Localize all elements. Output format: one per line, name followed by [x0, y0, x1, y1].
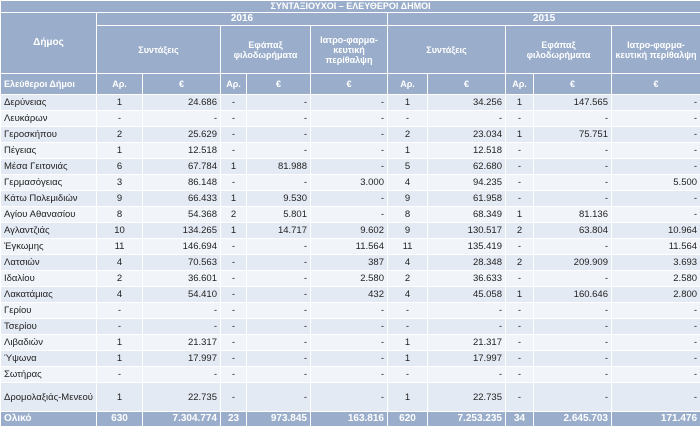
table-row [1, 111, 700, 127]
table-cell: 130.517 [428, 223, 506, 239]
total-cell: 34 [506, 412, 534, 427]
table-cell: - [221, 351, 247, 367]
table-cell: - [428, 111, 506, 127]
table-cell: 21.317 [143, 335, 221, 351]
total-cell: 163.816 [311, 412, 388, 427]
table-cell: 1 [506, 207, 534, 223]
table-cell: 2 [97, 271, 143, 287]
table-cell: - [311, 127, 388, 143]
total-cell: 7.304.774 [143, 412, 221, 427]
table-cell: - [506, 383, 534, 412]
table-row [1, 223, 700, 239]
municipality-name: Λακατάμιας [1, 287, 97, 303]
table-cell: - [97, 367, 143, 383]
table-row [1, 95, 700, 111]
table-cell: 28.348 [428, 255, 506, 271]
table-cell: 9 [97, 191, 143, 207]
total-label: Ολικό [1, 412, 97, 427]
table-cell: - [428, 367, 506, 383]
euro-header: € [428, 74, 506, 95]
table-cell: - [506, 303, 534, 319]
table-cell: 86.148 [143, 175, 221, 191]
table-cell: - [247, 175, 311, 191]
table-cell: - [612, 367, 700, 383]
table-row [1, 319, 700, 335]
table-cell: 12.518 [428, 143, 506, 159]
table-cell: 10.964 [612, 223, 700, 239]
table-cell: 11 [97, 239, 143, 255]
table-row [1, 303, 700, 319]
table-cell: 9.530 [247, 191, 311, 207]
table-cell: - [534, 175, 612, 191]
table-cell: 4 [97, 255, 143, 271]
table-cell: 68.349 [428, 207, 506, 223]
table-cell: 1 [388, 383, 428, 412]
year-2016-header: 2016 [97, 13, 388, 26]
table-cell: 160.646 [534, 287, 612, 303]
municipality-name: Τσερίου [1, 319, 97, 335]
table-cell: 3.693 [612, 255, 700, 271]
count-header: Αρ. [97, 74, 143, 95]
table-cell: - [506, 367, 534, 383]
table-cell: 66.433 [143, 191, 221, 207]
table-cell: 1 [388, 95, 428, 111]
euro-header: € [311, 74, 388, 95]
table-cell: 8 [388, 207, 428, 223]
table-cell: 5.801 [247, 207, 311, 223]
table-cell: - [221, 239, 247, 255]
euro-header: € [143, 74, 221, 95]
table-cell: - [311, 111, 388, 127]
table-cell: - [506, 319, 534, 335]
table-cell: 135.419 [428, 239, 506, 255]
table-cell: 146.694 [143, 239, 221, 255]
table-cell: 2 [221, 207, 247, 223]
table-cell: 2.580 [612, 271, 700, 287]
table-cell: 54.368 [143, 207, 221, 223]
table-cell: - [221, 255, 247, 271]
table-cell: - [97, 111, 143, 127]
table-cell: - [612, 95, 700, 111]
table-cell: - [506, 159, 534, 175]
table-cell: 432 [311, 287, 388, 303]
table-cell: - [221, 175, 247, 191]
euro-header: € [247, 74, 311, 95]
table-cell: 2 [506, 255, 534, 271]
table-cell: 3 [97, 175, 143, 191]
table-cell: - [247, 303, 311, 319]
table-cell: - [311, 383, 388, 412]
table-cell: - [534, 271, 612, 287]
table-row [1, 271, 700, 287]
table-cell: - [143, 303, 221, 319]
municipality-name: Γερμασόγειας [1, 175, 97, 191]
table-cell: 24.686 [143, 95, 221, 111]
table-cell: - [247, 239, 311, 255]
table-cell: - [534, 383, 612, 412]
table-cell: 17.997 [428, 351, 506, 367]
table-cell: - [247, 111, 311, 127]
table-cell: 9.602 [311, 223, 388, 239]
table-cell: 1 [221, 159, 247, 175]
lumpsum-header-2015: Εφάπαξ φιλοδωρήματα [506, 26, 612, 74]
table-cell: 12.518 [143, 143, 221, 159]
table-cell: - [506, 351, 534, 367]
table-cell: - [221, 287, 247, 303]
table-cell: 1 [221, 191, 247, 207]
municipality-name: Δρομολαξιάς-Μενεού [1, 383, 97, 412]
table-cell: 1 [506, 287, 534, 303]
table-cell: - [506, 143, 534, 159]
table-cell: - [612, 207, 700, 223]
table-cell: - [247, 143, 311, 159]
table-cell: 1 [97, 95, 143, 111]
table-cell: - [506, 335, 534, 351]
table-cell: 209.909 [534, 255, 612, 271]
pensions-header-2016: Συντάξεις [97, 26, 221, 74]
table-cell: 5.500 [612, 175, 700, 191]
year-header-row [1, 13, 700, 26]
table-cell: 17.997 [143, 351, 221, 367]
table-cell: - [534, 303, 612, 319]
table-cell: - [247, 271, 311, 287]
table-cell: 1 [221, 223, 247, 239]
table-cell: 70.563 [143, 255, 221, 271]
total-cell: 630 [97, 412, 143, 427]
table-cell: - [612, 319, 700, 335]
table-cell: 45.058 [428, 287, 506, 303]
table-cell: 21.317 [428, 335, 506, 351]
table-cell: - [97, 303, 143, 319]
table-cell: - [221, 143, 247, 159]
table-cell: - [612, 335, 700, 351]
table-cell: - [143, 319, 221, 335]
table-cell: - [143, 111, 221, 127]
municipality-name: Λευκάρων [1, 111, 97, 127]
table-cell: 1 [388, 335, 428, 351]
euro-header: € [534, 74, 612, 95]
table-cell: 1 [388, 143, 428, 159]
table-cell: 25.629 [143, 127, 221, 143]
table-cell: - [612, 351, 700, 367]
total-row [1, 412, 700, 427]
table-row [1, 159, 700, 175]
table-cell: 81.988 [247, 159, 311, 175]
municipality-name: Λιβαδιών [1, 335, 97, 351]
table-row [1, 287, 700, 303]
table-cell: 61.958 [428, 191, 506, 207]
municipality-name: Γερίου [1, 303, 97, 319]
table-cell: - [612, 383, 700, 412]
table-cell: 67.784 [143, 159, 221, 175]
table-cell: - [534, 351, 612, 367]
table-cell: 4 [388, 287, 428, 303]
table-cell: - [534, 319, 612, 335]
table-row [1, 127, 700, 143]
table-cell: - [612, 111, 700, 127]
medical-header-2016: Ιατρο-φαρμα-κευτική περίθαλψη [311, 26, 388, 74]
table-cell: 387 [311, 255, 388, 271]
table-cell: - [247, 383, 311, 412]
table-cell: 2 [506, 223, 534, 239]
table-cell: - [311, 335, 388, 351]
municipality-name: Λατσιών [1, 255, 97, 271]
table-cell: - [221, 367, 247, 383]
municipality-name: Σωτήρας [1, 367, 97, 383]
total-cell: 171.476 [612, 412, 700, 427]
table-cell: 34.256 [428, 95, 506, 111]
table-cell: 14.717 [247, 223, 311, 239]
count-header: Αρ. [388, 74, 428, 95]
table-cell: 9 [388, 223, 428, 239]
table-cell: 36.633 [428, 271, 506, 287]
table-cell: - [612, 159, 700, 175]
table-row [1, 191, 700, 207]
table-cell: - [311, 191, 388, 207]
table-row [1, 239, 700, 255]
unit-header-row [1, 74, 700, 95]
table-cell: - [612, 143, 700, 159]
table-cell: - [388, 111, 428, 127]
table-cell: - [143, 367, 221, 383]
table-cell: - [247, 351, 311, 367]
table-cell: - [612, 191, 700, 207]
total-cell: 7.253.235 [428, 412, 506, 427]
municipality-name: Έγκωμης [1, 239, 97, 255]
total-cell: 620 [388, 412, 428, 427]
table-cell: 22.735 [428, 383, 506, 412]
table-cell: - [221, 271, 247, 287]
table-cell: 6 [97, 159, 143, 175]
total-cell: 973.845 [247, 412, 311, 427]
table-cell: 4 [388, 175, 428, 191]
table-cell: 36.601 [143, 271, 221, 287]
table-cell: - [221, 127, 247, 143]
table-cell: - [221, 335, 247, 351]
table-cell: 2 [97, 127, 143, 143]
table-cell: - [612, 127, 700, 143]
table-cell: - [506, 191, 534, 207]
table-cell: - [221, 383, 247, 412]
table-cell: 10 [97, 223, 143, 239]
table-cell: 9 [388, 191, 428, 207]
table-cell: 1 [97, 351, 143, 367]
table-cell: 147.565 [534, 95, 612, 111]
table-cell: 81.136 [534, 207, 612, 223]
table-cell: - [247, 127, 311, 143]
table-cell: 63.804 [534, 223, 612, 239]
table-row [1, 207, 700, 223]
table-title: ΣΥΝΤΑΞΙΟΥΧΟΙ – ΕΛΕΥΘΕΡΟΙ ΔΗΜΟΙ [1, 1, 700, 13]
table-cell: - [311, 319, 388, 335]
table-cell: - [221, 303, 247, 319]
table-cell: - [311, 303, 388, 319]
table-cell: 11.564 [311, 239, 388, 255]
table-cell: - [388, 367, 428, 383]
table-cell: - [311, 95, 388, 111]
table-cell: 1 [97, 143, 143, 159]
table-cell: - [534, 159, 612, 175]
table-cell: 11.564 [612, 239, 700, 255]
table-cell: - [311, 367, 388, 383]
table-row [1, 383, 700, 412]
municipality-name: Δερύνειας [1, 95, 97, 111]
table-cell: - [534, 111, 612, 127]
table-cell: 1 [388, 351, 428, 367]
municipality-name: Ιδαλίου [1, 271, 97, 287]
municipality-header: Δήμος [1, 13, 97, 74]
table-cell: 54.410 [143, 287, 221, 303]
table-cell: - [311, 143, 388, 159]
table-cell: - [428, 303, 506, 319]
table-cell: 11 [388, 239, 428, 255]
table-cell: 75.751 [534, 127, 612, 143]
table-cell: - [247, 255, 311, 271]
table-cell: 2.800 [612, 287, 700, 303]
table-cell: 8 [97, 207, 143, 223]
table-row [1, 367, 700, 383]
medical-header-2015: Ιατρο-φαρμα-κευτική περίθαλψη [612, 26, 700, 74]
table-cell: - [534, 335, 612, 351]
table-cell: - [221, 95, 247, 111]
table-cell: 94.235 [428, 175, 506, 191]
table-cell: - [534, 143, 612, 159]
table-cell: - [506, 111, 534, 127]
table-cell: - [612, 303, 700, 319]
table-cell: 2 [388, 127, 428, 143]
municipality-name: Γεροσκήπου [1, 127, 97, 143]
table-cell: 23.034 [428, 127, 506, 143]
table-cell: - [247, 287, 311, 303]
total-cell: 2.645.703 [534, 412, 612, 427]
table-cell: - [247, 319, 311, 335]
count-header: Αρ. [221, 74, 247, 95]
table-cell: - [247, 367, 311, 383]
table-row [1, 175, 700, 191]
table-cell: - [221, 111, 247, 127]
table-cell: - [506, 271, 534, 287]
table-cell: - [97, 319, 143, 335]
table-cell: - [534, 239, 612, 255]
title-row [1, 1, 700, 13]
table-cell: 2.580 [311, 271, 388, 287]
table-cell: - [506, 239, 534, 255]
euro-header: € [612, 74, 700, 95]
lumpsum-header-2016: Εφάπαξ φιλοδωρήματα [221, 26, 311, 74]
count-header: Αρ. [506, 74, 534, 95]
table-cell: - [247, 335, 311, 351]
municipality-name: Μέσα Γειτονιάς [1, 159, 97, 175]
municipality-name: Ύψωνα [1, 351, 97, 367]
table-cell: 5 [388, 159, 428, 175]
table-cell: 134.265 [143, 223, 221, 239]
table-row [1, 143, 700, 159]
table-cell: - [388, 303, 428, 319]
table-cell: - [388, 319, 428, 335]
table-cell: 1 [97, 335, 143, 351]
category-header-row [1, 26, 700, 74]
year-2015-header: 2015 [388, 13, 700, 26]
pensions-header-2015: Συντάξεις [388, 26, 506, 74]
table-cell: 1 [506, 127, 534, 143]
table-cell: - [221, 319, 247, 335]
table-cell: - [428, 319, 506, 335]
municipality-name: Πέγειας [1, 143, 97, 159]
table-cell: 62.680 [428, 159, 506, 175]
table-row [1, 335, 700, 351]
table-cell: 2 [388, 271, 428, 287]
table-cell: - [311, 159, 388, 175]
table-body [1, 95, 700, 412]
table-row [1, 255, 700, 271]
municipality-name: Αγλαντζιάς [1, 223, 97, 239]
table-cell: 4 [388, 255, 428, 271]
table-cell: - [311, 207, 388, 223]
table-cell: - [506, 175, 534, 191]
table-cell: 4 [97, 287, 143, 303]
table-cell: - [534, 367, 612, 383]
municipality-name: Αγίου Αθανασίου [1, 207, 97, 223]
table-cell: - [311, 351, 388, 367]
table-cell: - [247, 95, 311, 111]
table-cell: 1 [506, 95, 534, 111]
table-cell: 3.000 [311, 175, 388, 191]
municipality-name: Κάτω Πολεμιδιών [1, 191, 97, 207]
table-cell: - [534, 191, 612, 207]
table-cell: 22.735 [143, 383, 221, 412]
total-cell: 23 [221, 412, 247, 427]
table-cell: 1 [97, 383, 143, 412]
free-municipalities-header: Ελεύθεροι Δήμοι [1, 74, 97, 95]
table-row [1, 351, 700, 367]
